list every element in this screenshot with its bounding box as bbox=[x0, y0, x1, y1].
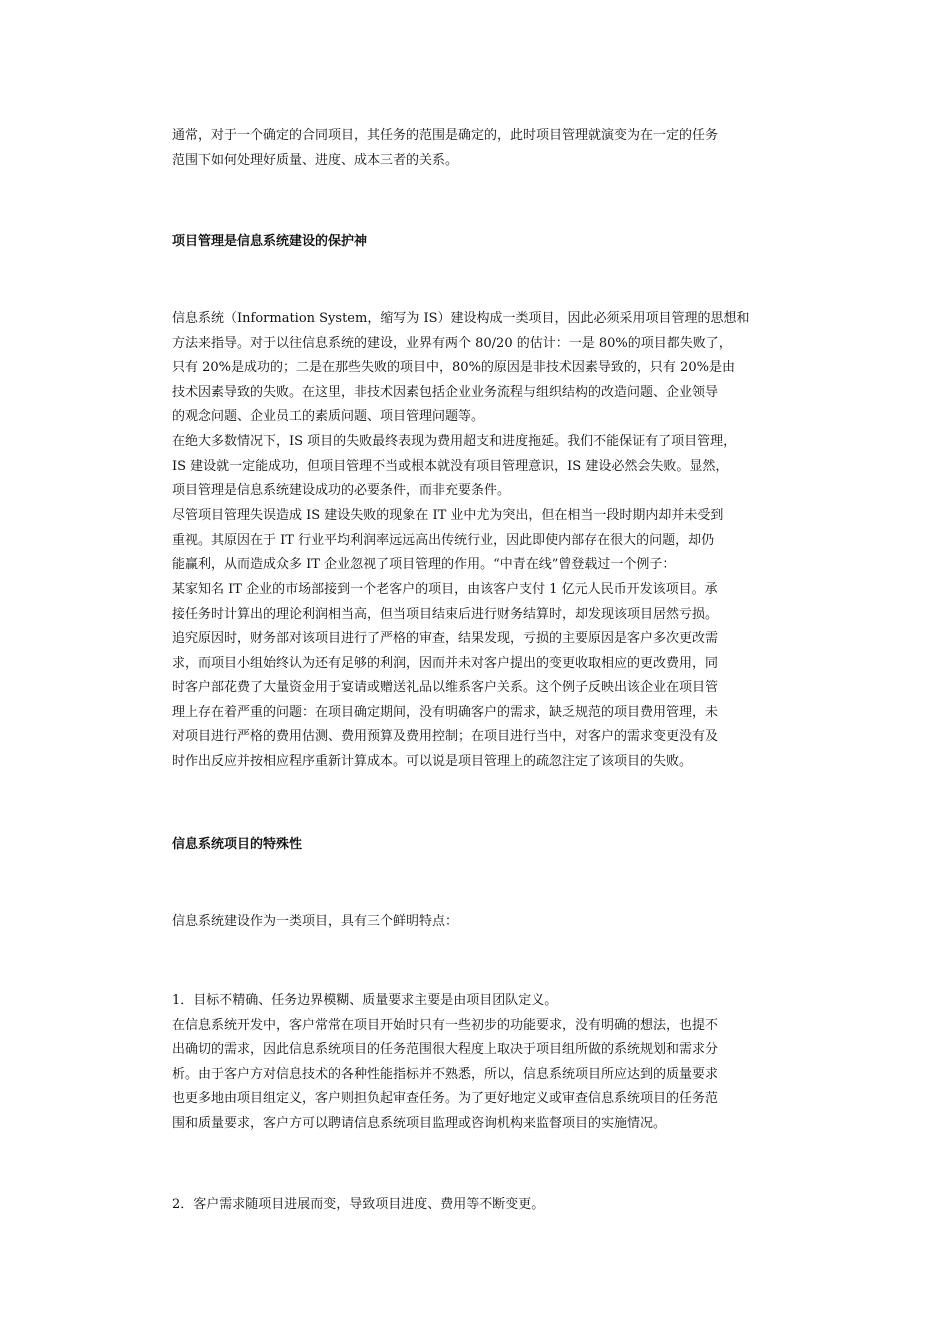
text-line: 时客户部花费了大量资金用于宴请或赠送礼品以维系客户关系。这个例子反映出该企业在项目管 bbox=[172, 680, 719, 695]
text-line: 通常，对于一个确定的合同项目，其任务的范围是确定的，此时项目管理就演变为在一定的任务 bbox=[172, 128, 719, 143]
item1-title: 1．目标不精确、任务边界模糊、质量要求主要是由项目团队定义。 bbox=[172, 993, 558, 1008]
text-line: 方法来指导。对于以往信息系统的建设，业界有两个 80/20 的估计：一是 80%的项目都失败了， bbox=[172, 335, 732, 351]
item2-paragraph bbox=[172, 1193, 784, 1218]
text-line: 析。由于客户方对信息技术的各种性能指标并不熟悉，所以，信息系统项目所应达到的质量要求 bbox=[172, 1066, 719, 1082]
section1-paragraph-2 bbox=[172, 430, 784, 504]
section1-paragraph-1 bbox=[172, 307, 784, 430]
text-line: 某家知名 IT 企业的市场部接到一个老客户的项目，由该客户支付 1 亿元人民币开发该项目。承 bbox=[172, 582, 718, 597]
text-line: 的观念问题、企业员工的素质问题、项目管理问题等。 bbox=[172, 409, 485, 424]
text-line: 追究原因时，财务部对该项目进行了严格的审查，结果发现，亏损的主要原因是客户多次更改需 bbox=[172, 631, 719, 646]
item2-title: 2．客户需求随项目进展而变，导致项目进度、费用等不断变更。 bbox=[172, 1197, 545, 1212]
text-line: 只有 20%是成功的；二是在那些失败的项目中，80%的原因是非技术因素导致的，只有 20%是由 bbox=[172, 360, 735, 375]
text-line: 求，而项目小组始终认为还有足够的利润，因而并未对客户提出的变更收取相应的更改费用，同 bbox=[172, 655, 719, 671]
section-heading-particularity: 信息系统项目的特殊性 bbox=[172, 837, 303, 852]
text-line: 重视。其原因在于 IT 行业平均利润率远远高出传统行业，因此即使内部存在很大的问题，却仍 bbox=[172, 532, 715, 548]
text-line: 对项目进行严格的费用估测、费用预算及费用控制；在项目进行当中，对客户的需求变更没有及 bbox=[172, 729, 719, 744]
section-heading-protector: 项目管理是信息系统建设的保护神 bbox=[172, 234, 368, 249]
intro-paragraph bbox=[172, 124, 784, 173]
text-line: 信息系统建设作为一类项目，具有三个鲜明特点： bbox=[172, 914, 459, 929]
text-line: 范围下如何处理好质量、进度、成本三者的关系。 bbox=[172, 152, 459, 168]
text-line: 理上存在着严重的问题：在项目确定期间，没有明确客户的需求，缺乏规范的项目费用管理，未 bbox=[172, 704, 719, 720]
section1-paragraph-4 bbox=[172, 578, 784, 774]
text-line: 出确切的需求，因此信息系统项目的任务范围很大程度上取决于项目组所做的系统规划和需求分 bbox=[172, 1042, 719, 1057]
text-line: 接任务时计算出的理论利润相当高，但当项目结束后进行财务结算时，却发现该项目居然亏损。 bbox=[172, 606, 719, 622]
text-line: 技术因素导致的失败。在这里，非技术因素包括企业业务流程与组织结构的改造问题、企业领导 bbox=[172, 384, 719, 400]
text-line: 能赢利，从而造成众多 IT 企业忽视了项目管理的作用。“中青在线”曾登载过一个例子： bbox=[172, 557, 676, 572]
text-line: 在绝大多数情况下，IS 项目的失败最终表现为费用超支和进度拖延。我们不能保证有了项目管理， bbox=[172, 434, 737, 449]
text-line: IS 建设就一定能成功，但项目管理不当或根本就没有项目管理意识，IS 建设必然会失败。显然， bbox=[172, 458, 729, 474]
section1-paragraph-3 bbox=[172, 504, 784, 578]
text-line: 尽管项目管理失误造成 IS 建设失败的现象在 IT 业中尤为突出，但在相当一段时期内却并未受到 bbox=[172, 508, 724, 523]
text-line: 项目管理是信息系统建设成功的必要条件，而非充要条件。 bbox=[172, 483, 511, 498]
text-line: 信息系统（Information System，缩写为 IS）建设构成一类项目，因此必须采用项目管理的思想和 bbox=[172, 311, 750, 326]
section2-intro bbox=[172, 910, 784, 935]
text-line: 也更多地由项目组定义，客户则担负起审查任务。为了更好地定义或审查信息系统项目的任务范 bbox=[172, 1091, 719, 1106]
item1-paragraph bbox=[172, 989, 784, 1136]
text-line: 时作出反应并按相应程序重新计算成本。可以说是项目管理上的疏忽注定了该项目的失败。 bbox=[172, 753, 693, 769]
text-line: 围和质量要求，客户方可以聘请信息系统项目监理或咨询机构来监督项目的实施情况。 bbox=[172, 1115, 667, 1131]
text-line: 在信息系统开发中，客户常常在项目开始时只有一些初步的功能要求，没有明确的想法，也提不 bbox=[172, 1017, 719, 1033]
